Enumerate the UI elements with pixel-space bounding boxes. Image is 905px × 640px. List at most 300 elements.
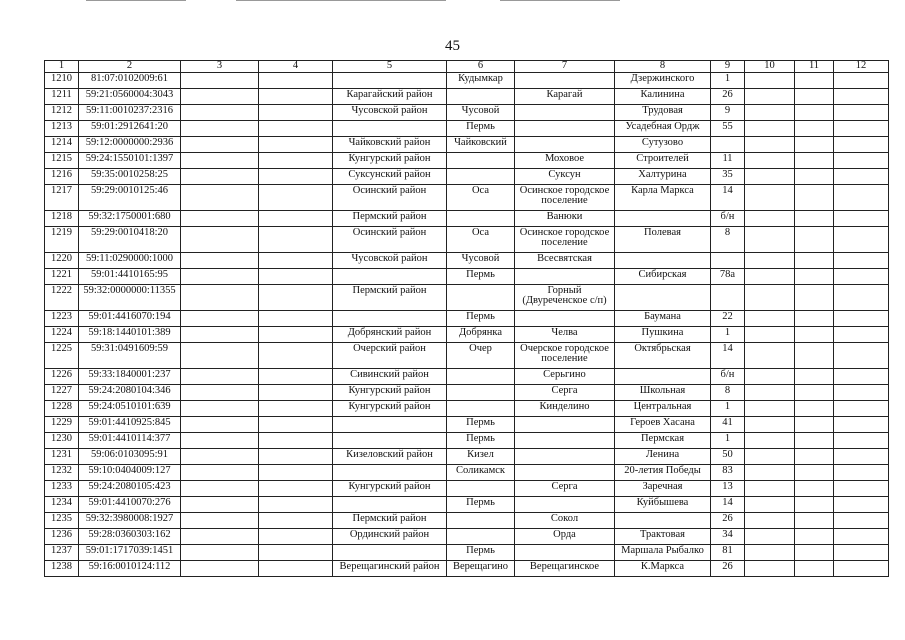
table-cell: 14 (711, 343, 745, 369)
table-cell (795, 343, 834, 369)
table-row (45, 311, 889, 327)
table-cell: Суксунский район (333, 169, 447, 185)
table-cell: Очерский район (333, 343, 447, 369)
table-cell: Орда (515, 529, 615, 545)
table-cell (333, 433, 447, 449)
table-cell: Кизеловский район (333, 449, 447, 465)
table-cell (259, 417, 333, 433)
table-cell (259, 227, 333, 253)
table-cell (795, 105, 834, 121)
table-cell (515, 465, 615, 481)
table-cell (745, 89, 795, 105)
table-cell (447, 401, 515, 417)
table-cell (259, 369, 333, 385)
table-cell (834, 481, 889, 497)
table-cell (795, 253, 834, 269)
table-row (45, 465, 889, 481)
table-cell: 1211 (45, 89, 79, 105)
table-cell (834, 417, 889, 433)
table-cell (181, 169, 259, 185)
table-cell: 59:29:0010418:20 (79, 227, 181, 253)
table-cell: 59:01:1717039:1451 (79, 545, 181, 561)
table-cell: Усадебная Ордж (615, 121, 711, 137)
table-cell: Чайковский (447, 137, 515, 153)
table-cell: Строителей (615, 153, 711, 169)
table-cell (711, 285, 745, 311)
table-cell (834, 311, 889, 327)
table-cell (795, 137, 834, 153)
table-cell (181, 311, 259, 327)
table-cell: Чусовой (447, 253, 515, 269)
table-cell: 1 (711, 433, 745, 449)
table-cell: 78а (711, 269, 745, 285)
table-cell: Соликамск (447, 465, 515, 481)
table-cell: Куйбышева (615, 497, 711, 513)
table-cell (711, 253, 745, 269)
table-cell: Пушкина (615, 327, 711, 343)
table-cell (745, 369, 795, 385)
table-cell (259, 449, 333, 465)
table-cell (745, 545, 795, 561)
table-cell (181, 465, 259, 481)
table-cell (447, 153, 515, 169)
table-cell (515, 545, 615, 561)
table-cell: 1233 (45, 481, 79, 497)
page-top-rule-left (86, 0, 186, 1)
table-cell (259, 73, 333, 89)
table-cell (795, 433, 834, 449)
table-cell (795, 285, 834, 311)
table-cell (181, 449, 259, 465)
table-cell: Оса (447, 227, 515, 253)
table-cell: 59:35:0010258:25 (79, 169, 181, 185)
table-cell (181, 253, 259, 269)
table-cell (745, 253, 795, 269)
table-cell: 1223 (45, 311, 79, 327)
table-cell: 59:24:2080104:346 (79, 385, 181, 401)
table-cell: 59:11:0290000:1000 (79, 253, 181, 269)
table-row (45, 253, 889, 269)
table-cell: 59:16:0010124:112 (79, 561, 181, 577)
table-cell: Пермский район (333, 211, 447, 227)
table-cell: 1213 (45, 121, 79, 137)
table-cell: 59:33:1840001:237 (79, 369, 181, 385)
table-cell: Серьгино (515, 369, 615, 385)
table-cell: Серга (515, 385, 615, 401)
table-cell: Пермь (447, 497, 515, 513)
table-cell (795, 185, 834, 211)
table-cell: Школьная (615, 385, 711, 401)
table-cell (259, 327, 333, 343)
table-cell (834, 169, 889, 185)
table-cell (745, 327, 795, 343)
table-cell: 1229 (45, 417, 79, 433)
table-cell: 1231 (45, 449, 79, 465)
column-header: 9 (711, 61, 745, 73)
table-cell (615, 285, 711, 311)
table-cell (795, 153, 834, 169)
table-row (45, 481, 889, 497)
table-cell (795, 385, 834, 401)
table-cell: 59:24:0510101:639 (79, 401, 181, 417)
table-cell (834, 137, 889, 153)
table-cell: 81 (711, 545, 745, 561)
table-cell: Чусовской район (333, 253, 447, 269)
table-cell (834, 385, 889, 401)
table-cell: Сокол (515, 513, 615, 529)
table-cell (181, 73, 259, 89)
table-cell (181, 269, 259, 285)
column-header: 2 (79, 61, 181, 73)
column-header: 12 (834, 61, 889, 73)
table-cell: 34 (711, 529, 745, 545)
table-cell: 1 (711, 401, 745, 417)
table-cell: 1210 (45, 73, 79, 89)
table-cell (745, 561, 795, 577)
table-cell (795, 465, 834, 481)
table-cell: Пермская (615, 433, 711, 449)
table-cell (745, 481, 795, 497)
table-cell (259, 465, 333, 481)
table-cell: 59:01:4410070:276 (79, 497, 181, 513)
table-cell (834, 561, 889, 577)
table-cell: б/н (711, 369, 745, 385)
table-cell: 59:18:1440101:389 (79, 327, 181, 343)
table-cell: Осинский район (333, 185, 447, 211)
table-cell: Ленина (615, 449, 711, 465)
table-cell: Верещагинский район (333, 561, 447, 577)
table-cell: 1234 (45, 497, 79, 513)
table-cell: Ординский район (333, 529, 447, 545)
table-cell: Заречная (615, 481, 711, 497)
table-cell (834, 497, 889, 513)
table-cell (181, 185, 259, 211)
table-cell: 1235 (45, 513, 79, 529)
table-cell (259, 385, 333, 401)
table-cell: 1228 (45, 401, 79, 417)
table-cell (181, 481, 259, 497)
table-cell (181, 385, 259, 401)
table-cell: Очер (447, 343, 515, 369)
table-cell (181, 529, 259, 545)
table-cell: 1216 (45, 169, 79, 185)
column-header: 11 (795, 61, 834, 73)
table-cell (181, 545, 259, 561)
table-cell (745, 513, 795, 529)
table-cell (834, 369, 889, 385)
table-cell: 59:29:0010125:46 (79, 185, 181, 211)
table-cell: 1232 (45, 465, 79, 481)
table-cell (834, 73, 889, 89)
table-cell (834, 545, 889, 561)
table-cell (181, 89, 259, 105)
table-cell: 1226 (45, 369, 79, 385)
table-cell (615, 513, 711, 529)
table-cell (795, 73, 834, 89)
table-row (45, 545, 889, 561)
table-cell: Осинское городское поселение (515, 227, 615, 253)
table-cell: Всесвятская (515, 253, 615, 269)
table-row (45, 343, 889, 369)
table-cell (333, 465, 447, 481)
table-cell: 1238 (45, 561, 79, 577)
table-cell: 50 (711, 449, 745, 465)
table-row (45, 561, 889, 577)
table-cell: 1217 (45, 185, 79, 211)
table-cell (181, 153, 259, 169)
table-cell (259, 105, 333, 121)
table-cell: 1221 (45, 269, 79, 285)
table-row (45, 401, 889, 417)
table-cell: 81:07:0102009:61 (79, 73, 181, 89)
table-cell: Халтурина (615, 169, 711, 185)
table-cell (447, 89, 515, 105)
table-cell: Добрянка (447, 327, 515, 343)
table-cell (795, 561, 834, 577)
table-cell: Октябрьская (615, 343, 711, 369)
table-cell: Кинделино (515, 401, 615, 417)
table-cell: Кунгурский район (333, 153, 447, 169)
table-cell (515, 105, 615, 121)
table-cell: Пермь (447, 545, 515, 561)
table-cell: 1215 (45, 153, 79, 169)
table-cell: 14 (711, 497, 745, 513)
table-cell: Кунгурский район (333, 385, 447, 401)
table-cell (745, 497, 795, 513)
table-cell (795, 369, 834, 385)
table-header-row (45, 61, 889, 73)
table-cell: 1230 (45, 433, 79, 449)
table-cell: Карагайский район (333, 89, 447, 105)
table-row (45, 105, 889, 121)
table-cell (745, 121, 795, 137)
table-cell: Центральная (615, 401, 711, 417)
table-cell (259, 211, 333, 227)
table-cell (745, 137, 795, 153)
table-cell (834, 253, 889, 269)
table-cell: 59:06:0103095:91 (79, 449, 181, 465)
table-cell: 1 (711, 73, 745, 89)
table-cell: 59:01:2912641:20 (79, 121, 181, 137)
table-cell (745, 73, 795, 89)
table-cell: 59:31:0491609:59 (79, 343, 181, 369)
table-cell (795, 311, 834, 327)
table-cell: Суксун (515, 169, 615, 185)
table-cell (795, 169, 834, 185)
table-cell: 14 (711, 185, 745, 211)
column-header: 4 (259, 61, 333, 73)
table-cell: 1219 (45, 227, 79, 253)
table-cell (447, 169, 515, 185)
table-cell: Сибирская (615, 269, 711, 285)
table-cell (834, 153, 889, 169)
table-cell (834, 105, 889, 121)
table-cell (259, 153, 333, 169)
table-cell: Оса (447, 185, 515, 211)
table-cell: 59:32:0000000:11355 (79, 285, 181, 311)
table-cell (795, 545, 834, 561)
page-top-rule-mid (236, 0, 446, 1)
table-cell (745, 227, 795, 253)
table-cell (795, 497, 834, 513)
table-cell (181, 227, 259, 253)
table-cell (745, 311, 795, 327)
table-cell: Моховое (515, 153, 615, 169)
table-row (45, 169, 889, 185)
table-cell (795, 417, 834, 433)
column-header: 7 (515, 61, 615, 73)
table-row (45, 89, 889, 105)
table-cell: 26 (711, 89, 745, 105)
table-cell: 55 (711, 121, 745, 137)
table-cell: 1218 (45, 211, 79, 227)
table-cell: 1227 (45, 385, 79, 401)
table-cell (181, 561, 259, 577)
table-cell (447, 529, 515, 545)
table-cell (834, 433, 889, 449)
table-cell (795, 327, 834, 343)
table-cell: Кунгурский район (333, 481, 447, 497)
page-top-rule-right (500, 0, 620, 1)
table-cell: Пермский район (333, 285, 447, 311)
table-cell (181, 105, 259, 121)
table-cell: Баумана (615, 311, 711, 327)
table-row (45, 227, 889, 253)
table-cell (447, 385, 515, 401)
table-cell (259, 311, 333, 327)
table-row (45, 269, 889, 285)
table-cell: Верещагинское (515, 561, 615, 577)
table-cell: Верещагино (447, 561, 515, 577)
table-cell: 59:01:4416070:194 (79, 311, 181, 327)
table-row (45, 185, 889, 211)
table-cell (181, 285, 259, 311)
table-cell (181, 497, 259, 513)
table-cell: Карагай (515, 89, 615, 105)
table-cell: Трактовая (615, 529, 711, 545)
table-cell: 35 (711, 169, 745, 185)
table-cell: Дзержинского (615, 73, 711, 89)
table-cell (515, 433, 615, 449)
table-row (45, 211, 889, 227)
table-row (45, 73, 889, 89)
table-cell: 59:01:4410165:95 (79, 269, 181, 285)
table-cell (333, 417, 447, 433)
table-cell: Сутузово (615, 137, 711, 153)
table-cell: Кунгурский район (333, 401, 447, 417)
table-cell (834, 529, 889, 545)
table-cell (181, 369, 259, 385)
table-cell (795, 211, 834, 227)
table-cell: Осинское городское поселение (515, 185, 615, 211)
table-cell (834, 185, 889, 211)
table-cell (745, 343, 795, 369)
table-cell: 1214 (45, 137, 79, 153)
table-cell (333, 311, 447, 327)
table-cell: 59:21:0560004:3043 (79, 89, 181, 105)
table-cell (795, 449, 834, 465)
table-cell (745, 529, 795, 545)
table-cell (795, 269, 834, 285)
table-cell (447, 211, 515, 227)
table-cell (447, 513, 515, 529)
table-cell: 8 (711, 385, 745, 401)
table-row (45, 327, 889, 343)
table-cell: Карла Маркса (615, 185, 711, 211)
table-cell: Пермь (447, 311, 515, 327)
column-header: 8 (615, 61, 711, 73)
table-cell: 41 (711, 417, 745, 433)
table-cell: Чайковский район (333, 137, 447, 153)
table-row (45, 137, 889, 153)
table-cell: Трудовая (615, 105, 711, 121)
table-cell (259, 253, 333, 269)
table-cell: 8 (711, 227, 745, 253)
table-cell: 20-летия Победы (615, 465, 711, 481)
column-header: 1 (45, 61, 79, 73)
table-cell: 83 (711, 465, 745, 481)
table-cell: 59:24:2080105:423 (79, 481, 181, 497)
table-cell: 59:11:0010237:2316 (79, 105, 181, 121)
table-row (45, 513, 889, 529)
table-cell (515, 417, 615, 433)
table-cell (515, 449, 615, 465)
table-cell: 1225 (45, 343, 79, 369)
table-cell (259, 433, 333, 449)
table-cell (181, 433, 259, 449)
table-cell: Калинина (615, 89, 711, 105)
table-cell (615, 253, 711, 269)
table-cell: К.Маркса (615, 561, 711, 577)
table-cell (745, 449, 795, 465)
table-cell (834, 327, 889, 343)
column-header: 6 (447, 61, 515, 73)
table-cell (259, 285, 333, 311)
table-cell (333, 73, 447, 89)
table-cell: Очерское городское поселение (515, 343, 615, 369)
table-cell (745, 185, 795, 211)
page-number: 45 (445, 38, 460, 54)
table-cell: Маршала Рыбалко (615, 545, 711, 561)
table-cell (259, 545, 333, 561)
table-cell (259, 121, 333, 137)
table-cell (515, 269, 615, 285)
table-row (45, 153, 889, 169)
table-cell (795, 89, 834, 105)
table-cell (795, 529, 834, 545)
table-cell (711, 137, 745, 153)
table-cell: Полевая (615, 227, 711, 253)
table-cell (745, 269, 795, 285)
table-cell: Серга (515, 481, 615, 497)
table-cell: 59:01:4410925:845 (79, 417, 181, 433)
table-cell (745, 211, 795, 227)
table-cell (615, 211, 711, 227)
table-cell (181, 343, 259, 369)
table-cell: 1236 (45, 529, 79, 545)
table-cell (795, 227, 834, 253)
table-cell (795, 401, 834, 417)
table-cell (834, 227, 889, 253)
table-cell (259, 513, 333, 529)
table-cell (333, 497, 447, 513)
column-header: 3 (181, 61, 259, 73)
table-cell (447, 369, 515, 385)
table-cell: 9 (711, 105, 745, 121)
table-cell: Героев Хасана (615, 417, 711, 433)
table-cell: Ванюки (515, 211, 615, 227)
table-cell: 59:12:0000000:2936 (79, 137, 181, 153)
